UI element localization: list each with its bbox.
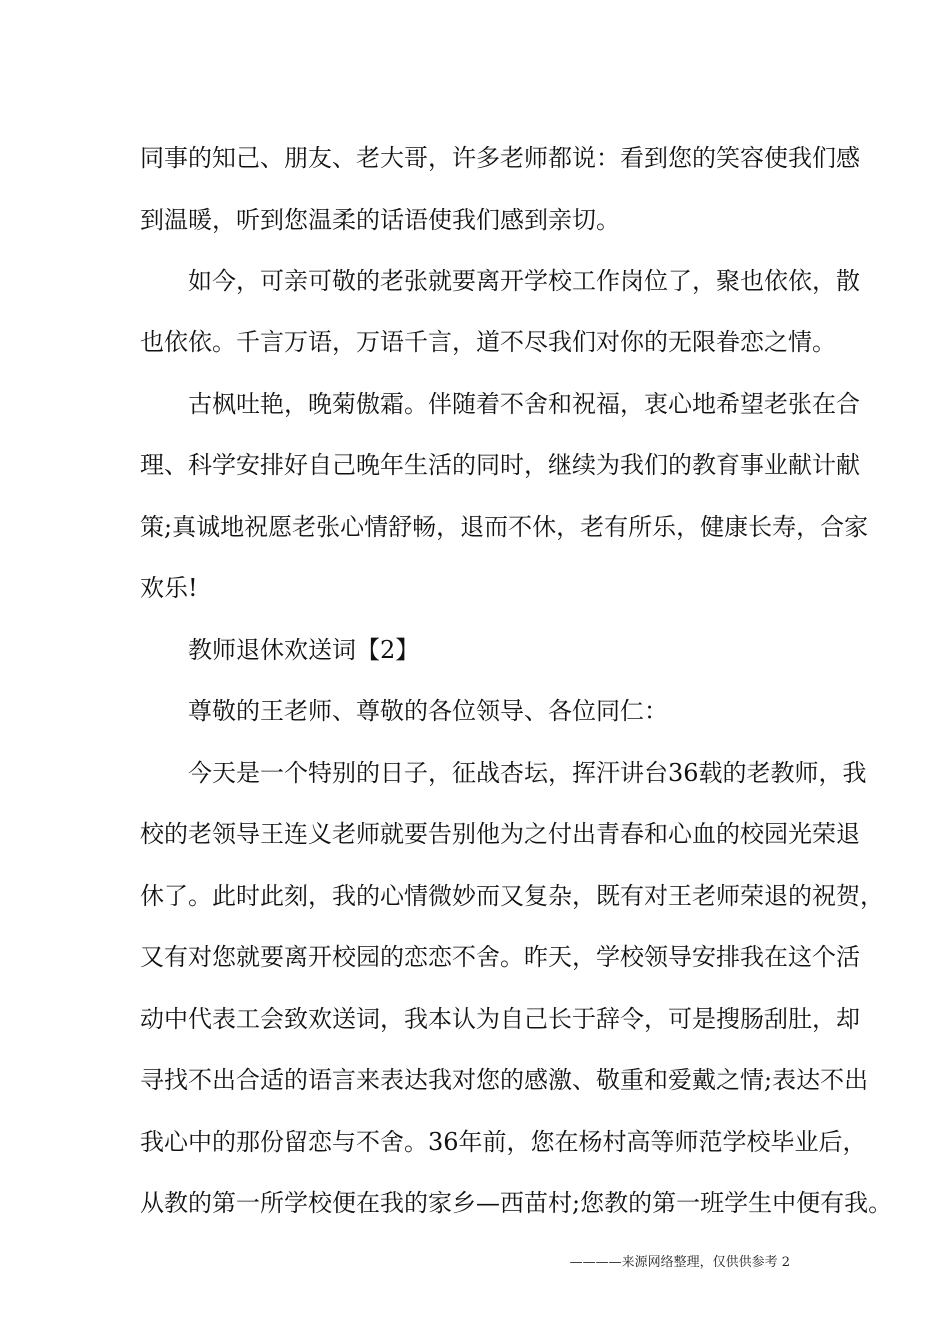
text-line: 同事的知己、朋友、老大哥，许多老师都说：看到您的笑容使我们感 <box>140 144 860 172</box>
text-line: 我心中的那份留恋与不舍。36年前，您在杨村高等师范学校毕业后， <box>140 1128 867 1156</box>
text-line: 从教的第一所学校便在我的家乡—西苗村;您教的第一班学生中便有我。 <box>140 1189 893 1217</box>
text-line: 到温暖，听到您温柔的话语使我们感到亲切。 <box>140 206 620 234</box>
text-line: 理、科学安排好自己晚年生活的同时，继续为我们的教育事业献计献 <box>140 451 860 479</box>
page-footer: ————来源网络整理，仅供供参考 2 <box>569 1255 790 1270</box>
section-heading: 教师退休欢送词【2】 <box>188 636 420 664</box>
salutation: 尊敬的王老师、尊敬的各位领导、各位同仁： <box>188 697 668 725</box>
text-line: 也依依。千言万语，万语千言，道不尽我们对你的无限眷恋之情。 <box>140 328 836 356</box>
text-line: 休了。此时此刻，我的心情微妙而又复杂，既有对王老师荣退的祝贺， <box>140 882 884 910</box>
text-line: 又有对您就要离开校园的恋恋不舍。昨天，学校领导安排我在这个活 <box>140 943 860 971</box>
text-line: 校的老领导王连义老师就要告别他为之付出青春和心血的校园光荣退 <box>140 820 860 848</box>
text-line: 策;真诚地祝愿老张心情舒畅，退而不休，老有所乐，健康长寿，合家 <box>140 513 869 541</box>
text-line: 今天是一个特别的日子，征战杏坛，挥汗讲台36载的老教师，我 <box>188 759 867 787</box>
text-line: 寻找不出合适的语言来表达我对您的感激、敬重和爱戴之情;表达不出 <box>140 1066 869 1094</box>
text-line: 欢乐! <box>140 574 198 602</box>
text-line: 动中代表工会致欢送词，我本认为自己长于辞令，可是搜肠刮肚，却 <box>140 1005 860 1033</box>
text-line: 古枫吐艳，晚菊傲霜。伴随着不舍和祝福，衷心地希望老张在合 <box>188 390 860 418</box>
text-line: 如今，可亲可敬的老张就要离开学校工作岗位了，聚也依依，散 <box>188 267 860 295</box>
